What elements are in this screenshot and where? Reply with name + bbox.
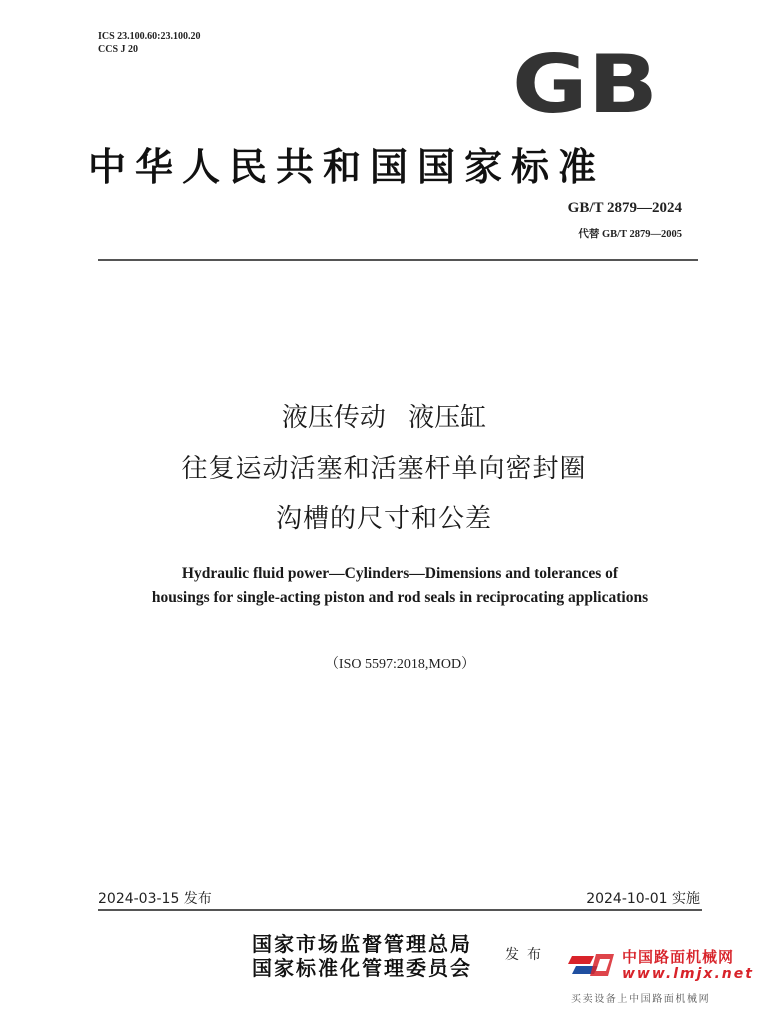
standard-number: GB/T 2879—2024 — [567, 200, 682, 216]
issuing-authorities — [252, 932, 472, 980]
national-standard-heading: 中华人民共和国国家标准 — [88, 144, 606, 189]
title-en-line1: Hydraulic fluid power—Cylinders—Dimensions and tolerances of — [181, 565, 619, 582]
ccs-code: CCS J 20 — [98, 44, 139, 55]
watermark-logo-icon — [568, 950, 616, 980]
watermark-url[interactable]: www.lmjx.net — [622, 966, 754, 982]
classification-codes — [98, 30, 201, 56]
title-zh-line3: 沟槽的尺寸和公差 — [275, 504, 492, 534]
gb-logo-text: GB — [512, 42, 658, 120]
issue-label: 发布 — [505, 947, 549, 963]
watermark-slogan: 买卖设备上中国路面机械网 — [571, 994, 711, 1005]
watermark-site-name: 中国路面机械网 — [622, 948, 735, 966]
header-divider — [98, 259, 698, 261]
iso-reference: （ISO 5597:2018,MOD） — [324, 657, 476, 672]
gb-logo-icon — [510, 42, 660, 120]
ics-code: ICS 23.100.60:23.100.20 — [98, 31, 201, 42]
publish-date: 2024-03-15 发布 — [98, 891, 212, 907]
footer-divider — [98, 909, 702, 911]
title-zh-line2: 往复运动活塞和活塞杆单向密封圈 — [181, 454, 587, 484]
issuer-sac: 国家标准化管理委员会 — [252, 956, 472, 980]
title-en-line2: housings for single-acting piston and rod seals in reciprocating applications — [151, 589, 649, 606]
replaced-standard: 代替 GB/T 2879—2005 — [578, 229, 682, 240]
title-en — [100, 562, 700, 610]
title-zh-line1: 液压传动 液压缸 — [281, 403, 487, 433]
implement-date: 2024-10-01 实施 — [586, 891, 700, 907]
issuer-samr: 国家市场监督管理总局 — [252, 932, 472, 956]
